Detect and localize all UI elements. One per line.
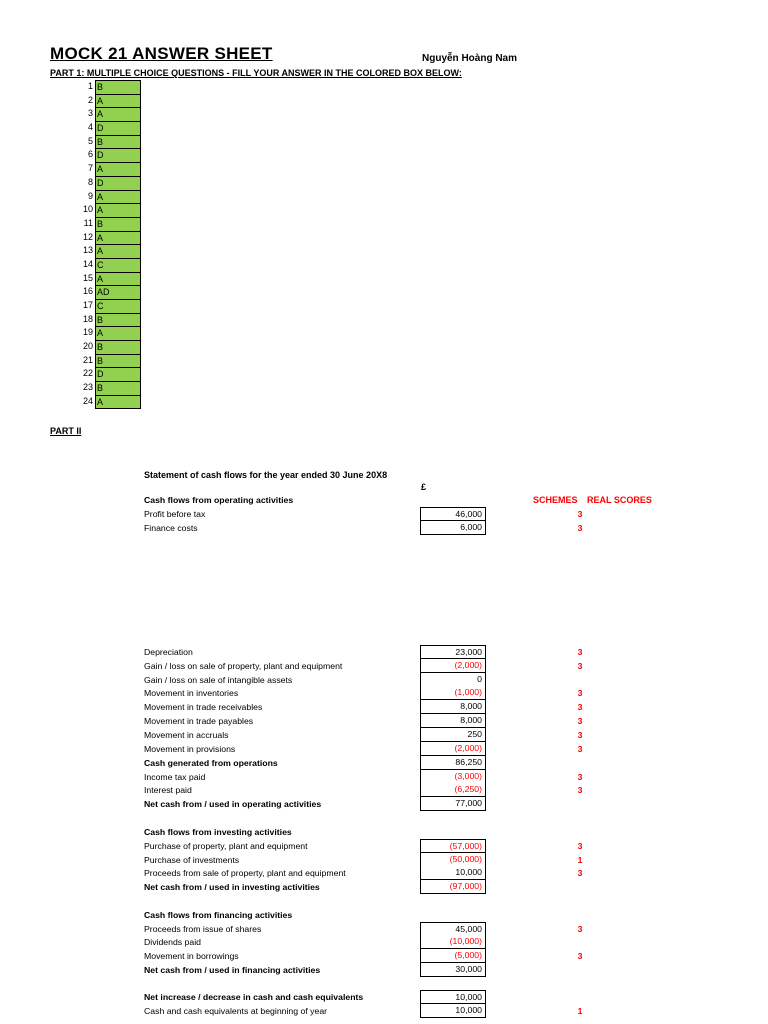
mcq-row <box>68 217 141 231</box>
question-number: 2 <box>87 94 93 105</box>
scheme-score: 3 <box>577 523 583 533</box>
question-number: 24 <box>82 395 93 406</box>
answer-cell[interactable]: A <box>95 162 141 176</box>
line-item-label: Net cash from / used in investing activities <box>144 882 320 892</box>
line-item-value[interactable]: (1,000) <box>420 686 486 700</box>
page-title: MOCK 21 ANSWER SHEET <box>50 44 273 63</box>
mcq-row <box>68 176 141 190</box>
scheme-score: 3 <box>577 744 583 754</box>
mcq-row <box>68 395 141 409</box>
line-item-value[interactable]: 46,000 <box>420 507 486 521</box>
answer-cell[interactable]: A <box>95 244 141 258</box>
scheme-score: 3 <box>577 785 583 795</box>
question-number: 3 <box>87 108 93 119</box>
line-item-label: Movement in provisions <box>144 744 236 754</box>
question-number: 15 <box>82 272 93 283</box>
mcq-row <box>68 190 141 204</box>
scheme-score: 1 <box>577 855 583 865</box>
question-number: 22 <box>82 368 93 379</box>
answer-cell[interactable]: D <box>95 148 141 162</box>
line-item-value[interactable]: (97,000) <box>420 880 486 894</box>
question-number: 20 <box>82 341 93 352</box>
mcq-row <box>68 299 141 313</box>
line-item-label: Cash flows from financing activities <box>144 910 293 920</box>
mcq-row <box>68 107 141 121</box>
question-number: 7 <box>87 163 93 174</box>
line-item-value[interactable]: (2,000) <box>420 742 486 756</box>
question-number: 8 <box>87 176 93 187</box>
question-number: 6 <box>87 149 93 160</box>
scheme-score: 3 <box>577 924 583 934</box>
schemes-header: SCHEMES <box>533 495 578 505</box>
scheme-score: 3 <box>577 716 583 726</box>
answer-cell[interactable]: B <box>95 80 141 94</box>
answer-cell[interactable]: A <box>95 395 141 409</box>
currency-symbol: £ <box>421 482 427 492</box>
question-number: 9 <box>87 190 93 201</box>
line-item-label: Interest paid <box>144 785 192 795</box>
answer-cell[interactable]: D <box>95 121 141 135</box>
line-item-label: Net cash from / used in operating activities <box>144 799 322 809</box>
mcq-row <box>68 340 141 354</box>
question-number: 10 <box>82 204 93 215</box>
scheme-score: 3 <box>577 868 583 878</box>
question-number: 19 <box>82 327 93 338</box>
mcq-row <box>68 285 141 299</box>
line-item-label: Finance costs <box>144 523 198 533</box>
line-item-label: Movement in trade payables <box>144 716 254 726</box>
student-name: Nguyễn Hoàng Nam <box>422 53 518 64</box>
line-item-label: Income tax paid <box>144 772 206 782</box>
line-item-label: Movement in accruals <box>144 730 229 740</box>
line-item-value[interactable]: 0 <box>420 673 486 687</box>
line-item-value[interactable]: (50,000) <box>420 853 486 867</box>
line-item-label: Purchase of investments <box>144 855 240 865</box>
question-number: 21 <box>82 354 93 365</box>
line-item-value[interactable]: 6,000 <box>420 521 486 535</box>
line-item-label: Depreciation <box>144 647 193 657</box>
answer-cell[interactable]: A <box>95 272 141 286</box>
line-item-value[interactable]: 8,000 <box>420 714 486 728</box>
mcq-row <box>68 272 141 286</box>
mcq-row <box>68 367 141 381</box>
scheme-score: 3 <box>577 730 583 740</box>
question-number: 13 <box>82 245 93 256</box>
line-item-label: Cash generated from operations <box>144 758 278 768</box>
scheme-score: 3 <box>577 509 583 519</box>
line-item-value[interactable]: 45,000 <box>420 922 486 936</box>
line-item-label: Profit before tax <box>144 509 206 519</box>
line-item-label: Purchase of property, plant and equipment <box>144 841 308 851</box>
answer-cell[interactable]: B <box>95 313 141 327</box>
line-item-label: Cash flows from operating activities <box>144 495 294 505</box>
scheme-score: 3 <box>577 772 583 782</box>
mcq-row <box>68 203 141 217</box>
line-item-value[interactable]: (2,000) <box>420 659 486 673</box>
question-number: 12 <box>82 231 93 242</box>
part2-heading: PART II <box>50 426 82 436</box>
line-item-value[interactable]: (3,000) <box>420 770 486 784</box>
line-item-value[interactable]: 8,000 <box>420 700 486 714</box>
scheme-score: 3 <box>577 841 583 851</box>
question-number: 17 <box>82 300 93 310</box>
line-item-value[interactable]: (6,250) <box>420 783 486 797</box>
line-item-label: Proceeds from sale of property, plant and equipment <box>144 868 346 878</box>
answer-cell[interactable]: D <box>95 367 141 381</box>
answer-cell[interactable]: AD <box>95 285 141 299</box>
scheme-score: 3 <box>577 702 583 712</box>
question-number: 14 <box>82 258 93 269</box>
line-item-label: Gain / loss on sale of property, plant and equipment <box>144 661 343 671</box>
line-item-value[interactable]: (5,000) <box>420 949 486 963</box>
real-scores-header: REAL SCORES <box>587 495 652 505</box>
answer-cell[interactable]: A <box>95 326 141 340</box>
line-item-value[interactable]: (10,000) <box>420 935 486 949</box>
line-item-label: Movement in borrowings <box>144 951 239 961</box>
line-item-value[interactable]: 10,000 <box>420 990 486 1004</box>
answer-cell[interactable]: B <box>95 135 141 149</box>
mcq-row <box>68 80 141 94</box>
mcq-row <box>68 244 141 258</box>
question-number: 16 <box>82 286 93 297</box>
mcq-row <box>68 313 141 327</box>
answer-cell[interactable]: A <box>95 190 141 204</box>
mcq-row <box>68 354 141 368</box>
line-item-label: Dividends paid <box>144 937 201 947</box>
line-item-label: Movement in trade receivables <box>144 702 263 712</box>
part1-instruction: PART 1: MULTIPLE CHOICE QUESTIONS - FILL YOUR ANSWER IN THE COLORED BOX BELOW: <box>50 68 462 78</box>
line-item-label: Movement in inventories <box>144 688 239 698</box>
line-item-value[interactable]: 250 <box>420 728 486 742</box>
line-item-label: Net cash from / used in financing activities <box>144 965 321 975</box>
line-item-label: Cash and cash equivalents at beginning of year <box>144 1006 328 1016</box>
line-item-value[interactable]: 10,000 <box>420 1004 486 1018</box>
line-item-value[interactable]: 23,000 <box>420 645 486 659</box>
mcq-row <box>68 231 141 245</box>
answer-cell[interactable]: C <box>95 299 141 313</box>
answer-cell[interactable]: B <box>95 340 141 354</box>
line-item-label: Net increase / decrease in cash and cash equivalents <box>144 992 364 1002</box>
scheme-score: 1 <box>577 1006 583 1016</box>
mcq-row <box>68 148 141 162</box>
question-number: 11 <box>83 217 93 228</box>
mcq-row <box>68 381 141 395</box>
line-item-value[interactable]: 86,250 <box>420 756 486 770</box>
question-number: 23 <box>82 382 93 393</box>
mcq-row <box>68 94 141 108</box>
answer-cell[interactable]: C <box>95 258 141 272</box>
line-item-label: Proceeds from issue of shares <box>144 924 262 934</box>
question-number: 5 <box>87 135 93 146</box>
answer-cell[interactable]: A <box>95 203 141 217</box>
line-item-value[interactable]: (57,000) <box>420 839 486 853</box>
scheme-score: 3 <box>577 951 583 961</box>
answer-cell[interactable]: B <box>95 381 141 395</box>
line-item-label: Gain / loss on sale of intangible assets <box>144 675 293 685</box>
mcq-answer-grid <box>68 80 141 409</box>
answer-cell[interactable]: A <box>95 231 141 245</box>
mcq-row <box>68 258 141 272</box>
answer-cell[interactable]: A <box>95 107 141 121</box>
mcq-row <box>68 121 141 135</box>
answer-cell[interactable]: B <box>95 217 141 231</box>
line-item-value[interactable]: 10,000 <box>420 866 486 880</box>
statement-title: Statement of cash flows for the year ended 30 June 20X8 <box>144 470 388 480</box>
line-item-label: Cash flows from investing activities <box>144 827 292 837</box>
mcq-row <box>68 326 141 340</box>
scheme-score: 3 <box>577 688 583 698</box>
line-item-value[interactable]: 77,000 <box>420 797 486 811</box>
question-number: 4 <box>87 122 93 133</box>
answer-cell[interactable]: D <box>95 176 141 190</box>
scheme-score: 3 <box>577 661 583 671</box>
question-number: 18 <box>82 313 93 324</box>
answer-cell[interactable]: B <box>95 354 141 368</box>
mcq-row <box>68 135 141 149</box>
answer-cell[interactable]: A <box>95 94 141 108</box>
question-number: 1 <box>87 81 93 91</box>
line-item-value[interactable]: 30,000 <box>420 963 486 977</box>
scheme-score: 3 <box>577 647 583 657</box>
mcq-row <box>68 162 141 176</box>
